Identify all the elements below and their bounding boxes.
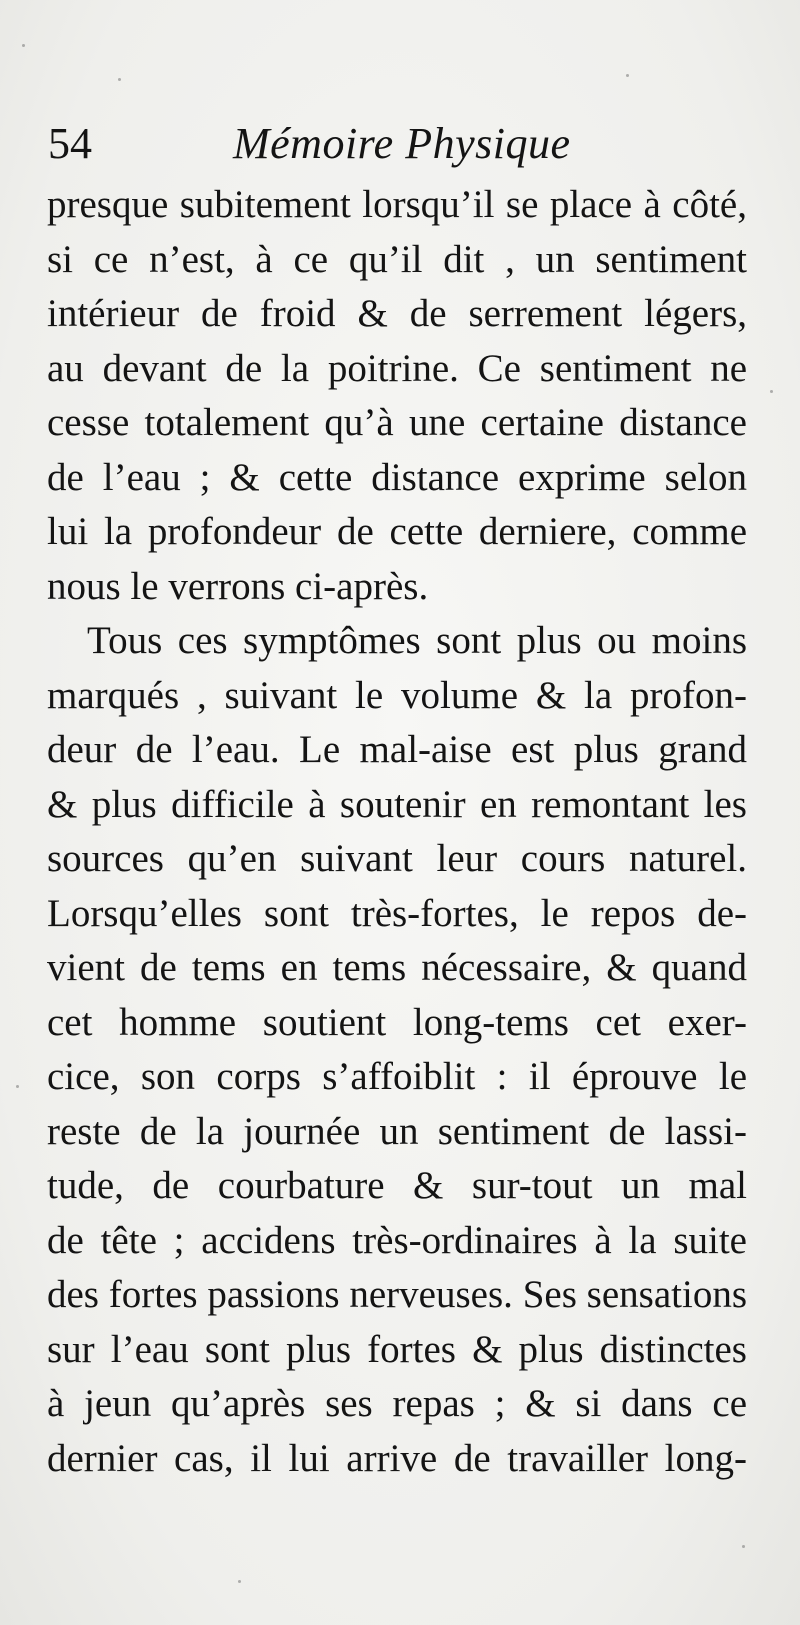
text-line: tude, de courbature & sur-tout un mal bbox=[47, 1164, 747, 1207]
paper-speck bbox=[22, 44, 25, 47]
text-line: intérieur de froid & de serrement légers, bbox=[47, 292, 747, 335]
paper-speck bbox=[770, 390, 773, 393]
paper-speck bbox=[238, 1580, 241, 1583]
text-line: si ce n’est, à ce qu’il dit , un sentiment bbox=[47, 237, 747, 281]
body-text bbox=[47, 178, 747, 1486]
text-line: marqués , suivant le volume & la profon- bbox=[47, 673, 747, 717]
text-line: sur l’eau sont plus fortes & plus distinctes bbox=[47, 1327, 747, 1371]
text-line: à jeun qu’après ses repas ; & si dans ce bbox=[47, 1382, 747, 1425]
running-head: Mémoire Physique bbox=[233, 119, 571, 168]
text-line: cice, son corps s’affoiblit : il éprouve le bbox=[47, 1055, 747, 1098]
text-line: Lorsqu’elles sont très-fortes, le repos de- bbox=[47, 891, 747, 935]
paper-speck bbox=[742, 1545, 745, 1548]
text-line: dernier cas, il lui arrive de travailler long- bbox=[47, 1436, 747, 1480]
paper-speck bbox=[16, 1085, 19, 1088]
text-line: vient de tems en tems nécessaire, & quand bbox=[47, 946, 747, 989]
text-line: Tous ces symptômes sont plus ou moins bbox=[87, 619, 747, 662]
text-line: au devant de la poitrine. Ce sentiment ne bbox=[47, 346, 747, 390]
text-line: nous le verrons ci-après. bbox=[47, 564, 429, 608]
paper-speck bbox=[118, 78, 121, 81]
text-line: cet homme soutient long-tems cet exer- bbox=[47, 1000, 747, 1044]
page-number: 54 bbox=[48, 119, 92, 168]
text-line: lui la profondeur de cette derniere, comme bbox=[47, 510, 747, 553]
page-header bbox=[48, 112, 748, 176]
text-line: presque subitement lorsqu’il se place à côté, bbox=[47, 183, 747, 226]
text-line: cesse totalement qu’à une certaine distance bbox=[47, 401, 747, 444]
text-line: & plus difficile à soutenir en remontant les bbox=[47, 782, 747, 826]
paper-speck bbox=[626, 74, 629, 77]
text-line: des fortes passions nerveuses. Ses sensations bbox=[47, 1273, 747, 1316]
text-line: reste de la journée un sentiment de lassi- bbox=[47, 1109, 747, 1153]
text-line: deur de l’eau. Le mal-aise est plus grand bbox=[47, 728, 747, 771]
text-line: sources qu’en suivant leur cours naturel. bbox=[47, 837, 747, 880]
text-line: de l’eau ; & cette distance exprime selon bbox=[47, 455, 747, 499]
text-line: de tête ; accidens très-ordinaires à la suite bbox=[47, 1218, 747, 1262]
